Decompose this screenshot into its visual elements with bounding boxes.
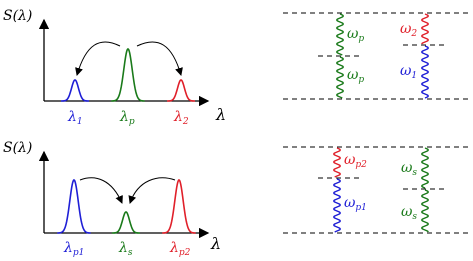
bottom-wave-omega-s-upper: [422, 148, 428, 188]
top-peak-label-lambdap: $\lambda_p$: [120, 109, 135, 127]
top-peak-lambda1: [61, 80, 89, 101]
top-peak-label-lambda2: $\lambda_2$: [174, 109, 189, 127]
top-conversion-arrow-left: [77, 42, 120, 75]
top-wave-omega1: [422, 46, 428, 98]
bottom-conversion-arrow-left: [80, 178, 122, 203]
top-x-axis-label: λ: [216, 105, 227, 124]
top-energy-levels: [283, 13, 468, 99]
bottom-peak-lambdap2: [162, 180, 196, 233]
bottom-spectrum: [3, 140, 221, 258]
top-wave-omega-p-lower: [337, 57, 343, 98]
bottom-peak-label-lambdas: $\lambda_s$: [119, 240, 133, 258]
bottom-wave-omega-s-lower: [422, 190, 428, 232]
top-label-omega2: $\omega_2$: [400, 21, 418, 39]
bottom-label-omega-p2: $\omega_{p2}$: [344, 152, 367, 170]
top-spectrum: [3, 8, 226, 127]
top-label-omega-p-upper: $\omega_p$: [347, 26, 365, 44]
bottom-wave-omega-p2: [334, 148, 340, 177]
top-label-omega1: $\omega_1$: [400, 63, 418, 81]
bottom-conversion-arrow-right: [130, 178, 175, 203]
top-wave-omega-p-upper: [337, 14, 343, 55]
bottom-peak-lambdap1: [57, 180, 90, 233]
bottom-peak-label-lambdap1: $\lambda_{p1}$: [64, 240, 85, 258]
top-label-omega-p-lower: $\omega_p$: [347, 67, 365, 85]
bottom-label-omega-p1: $\omega_{p1}$: [344, 195, 367, 213]
top-peak-lambdap: [111, 49, 145, 101]
top-conversion-arrow-right: [137, 42, 181, 75]
bottom-x-axis-label: λ: [211, 234, 222, 253]
bottom-label-omega-s-upper: $\omega_s$: [401, 160, 418, 178]
top-peak-lambda2: [167, 80, 195, 101]
top-peak-label-lambda1: $\lambda_1$: [68, 109, 83, 127]
bottom-energy-levels: [283, 147, 468, 233]
top-y-axis-label: S(λ): [3, 8, 33, 24]
bottom-peak-lambdas: [112, 212, 140, 233]
bottom-y-axis-label: S(λ): [3, 140, 33, 156]
top-wave-omega2: [422, 14, 428, 44]
bottom-peak-label-lambdap2: $\lambda_{p2}$: [170, 240, 191, 258]
bottom-label-omega-s-lower: $\omega_s$: [401, 204, 418, 222]
bottom-wave-omega-p1: [334, 179, 340, 232]
